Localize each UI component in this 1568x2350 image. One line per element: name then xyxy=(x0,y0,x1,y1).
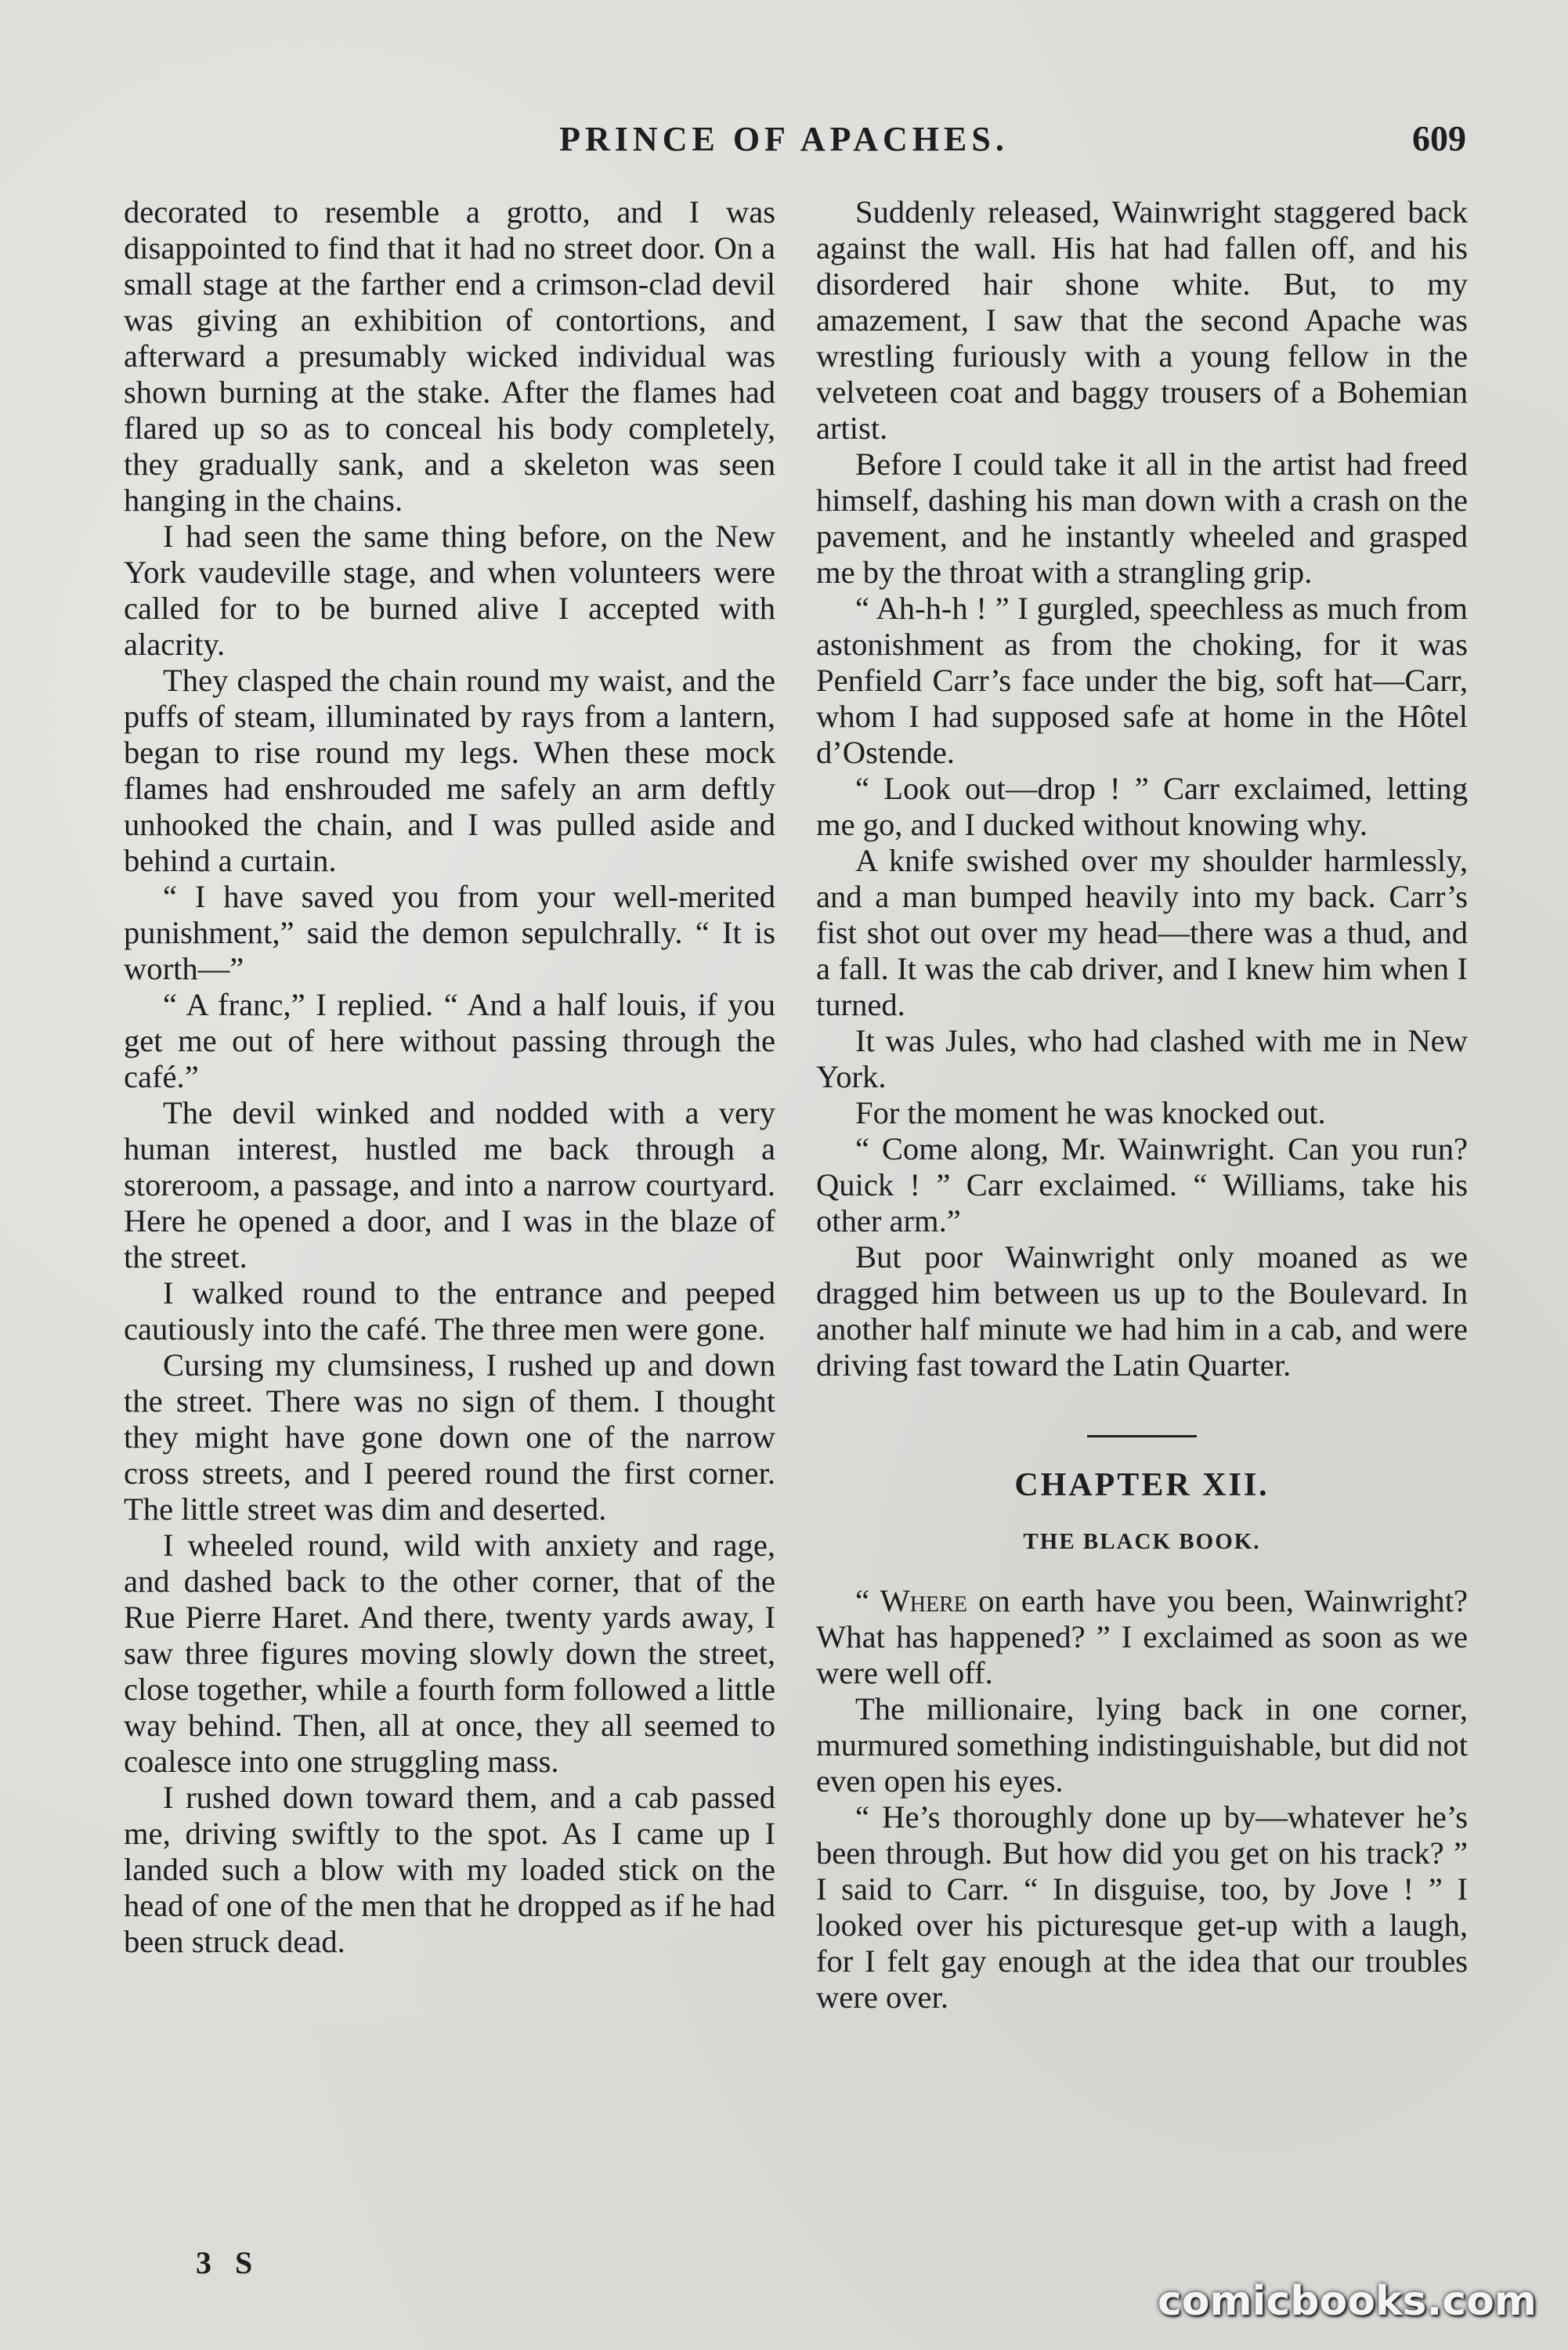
paragraph: “ I have saved you from your well-merited punishment,” said the demon sepulchrally. “ It is worth—” xyxy=(124,879,775,986)
paragraph: Cursing my clumsiness, I rushed up and down the street. There was no sign of them. I thought they might have gone down one of the narrow cross streets, and I peered round the first corner. The little street was dim and deserted. xyxy=(124,1347,775,1527)
paragraph: “ He’s thoroughly done up by—whatever he’s been through. But how did you get on his track? ” I said to Carr. “ In disguise, too, by Jove ! ” I looked over his picturesque get-up with a laugh, for I felt gay enough at the idea that our troubles were over. xyxy=(816,1799,1468,2015)
paragraph: “ Ah-h-h ! ” I gurgled, speechless as much from astonishment as from the choking, for it was Penfield Carr’s face under the big, soft hat—Carr, whom I had supposed safe at home in the Hôtel d’Ostende. xyxy=(816,591,1468,770)
section-divider xyxy=(1087,1435,1197,1437)
right-column xyxy=(816,194,1468,2016)
signature-mark: 3 S xyxy=(196,2245,261,2280)
left-column xyxy=(124,194,775,1960)
paragraph: “ A franc,” I replied. “ And a half louis, if you get me out of here without passing through the café.” xyxy=(124,987,775,1094)
paragraph: But poor Wainwright only moaned as we dragged him between us up to the Boulevard. In another half minute we had him in a cab, and were driving fast toward the Latin Quarter. xyxy=(816,1239,1468,1383)
paragraph: I rushed down toward them, and a cab passed me, driving swiftly to the spot. As I came up I landed such a blow with my loaded stick on the head of one of the men that he dropped as if he had been struck dead. xyxy=(124,1780,775,1959)
paragraph: I wheeled round, wild with anxiety and rage, and dashed back to the other corner, that of the Rue Pierre Haret. And there, twenty yards away, I saw three figures moving slowly down the street, close together, while a fourth form followed a little way behind. Then, all at once, they all seemed to coalesce into one struggling mass. xyxy=(124,1528,775,1779)
paragraph: A knife swished over my shoulder harmlessly, and a man bumped heavily into my back. Carr’s fist shot out over my head—there was a thud, and a fall. It was the cab driver, and I knew him when I turned. xyxy=(816,843,1468,1022)
page-number: 609 xyxy=(1412,118,1466,158)
paragraph: I walked round to the entrance and peeped cautiously into the café. The three men were gone. xyxy=(124,1275,775,1347)
paragraph: decorated to resemble a grotto, and I was disappointed to find that it had no street door. On a small stage at the farther end a crimson-clad devil was giving an exhibition of contortions, and afterward a presumably wicked individual was shown burning at the stake. After the flames had flared up so as to conceal his body completely, they gradually sank, and a skeleton was seen hanging in the chains. xyxy=(124,194,775,518)
running-head: PRINCE OF APACHES. xyxy=(559,120,1009,158)
paragraph: Before I could take it all in the artist had freed himself, dashing his man down with a crash on the pavement, and he instantly wheeled and grasped me by the throat with a strangling grip. xyxy=(816,446,1468,590)
opening-text: on earth have you been, Wainwright? What has happened? ” I exclaimed as soon as we were well off. xyxy=(816,1583,1468,1690)
paragraph: The millionaire, lying back in one corner, murmured something indistinguishable, but did not even open his eyes. xyxy=(816,1691,1468,1799)
paragraph: “ Come along, Mr. Wainwright. Can you run? Quick ! ” Carr exclaimed. “ Williams, take his other arm.” xyxy=(816,1131,1468,1238)
chapter-subtitle: THE BLACK BOOK. xyxy=(1023,1529,1261,1554)
paragraph: They clasped the chain round my waist, and the puffs of steam, illuminated by rays from a lantern, began to rise round my legs. When these mock flames had enshrouded me safely an arm deftly unhooked the chain, and I was pulled aside and behind a curtain. xyxy=(124,663,775,878)
paragraph: I had seen the same thing before, on the New York vaudeville stage, and when volunteers were called for to be burned alive I accepted with alacrity. xyxy=(124,519,775,662)
paragraph: Suddenly released, Wainwright staggered back against the wall. His hat had fallen off, and his disordered hair shone white. But, to my amazement, I saw that the second Apache was wrestling furiously with a young fellow in the velveteen coat and baggy trousers of a Bohemian artist. xyxy=(816,194,1468,446)
paragraph: “ Look out—drop ! ” Carr exclaimed, letting me go, and I ducked without knowing why. xyxy=(816,771,1468,842)
chapter-opening-paragraph xyxy=(816,1583,1468,1691)
paragraph: The devil winked and nodded with a very human interest, hustled me back through a storeroom, a passage, and into a narrow courtyard. Here he opened a door, and I was in the blaze of the street. xyxy=(124,1095,775,1274)
chapter-title: CHAPTER XII. xyxy=(1014,1467,1270,1503)
paragraph: It was Jules, who had clashed with me in New York. xyxy=(816,1023,1468,1094)
watermark: comicbooks.com xyxy=(1157,2278,1537,2325)
paragraph: For the moment he was knocked out. xyxy=(855,1095,1326,1130)
opening-smallcaps: “ Where xyxy=(855,1583,967,1618)
